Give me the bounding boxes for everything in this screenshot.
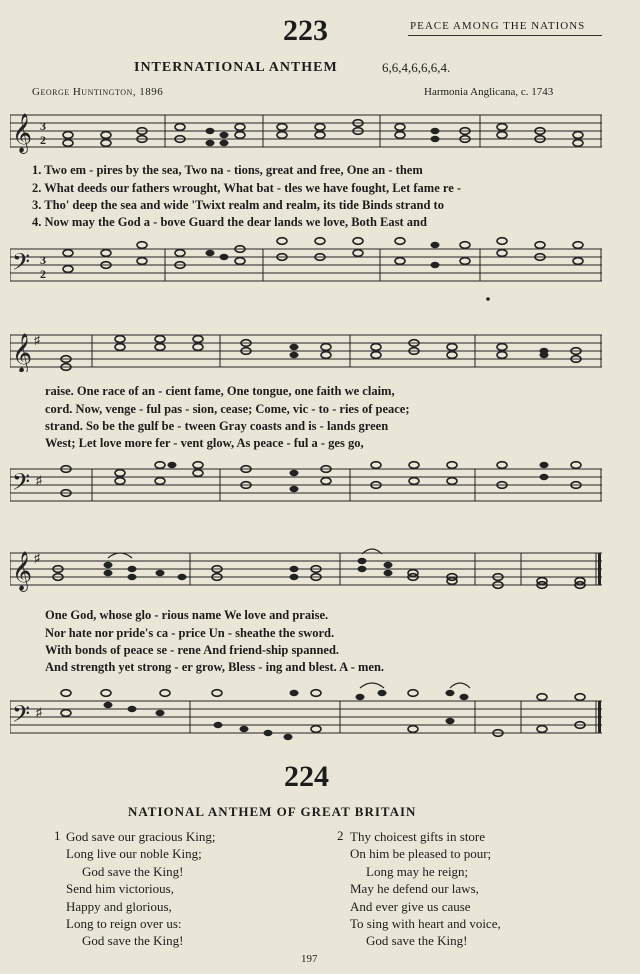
treble-staff-3	[10, 540, 602, 596]
treble-staff-1	[10, 110, 602, 160]
lyric-line: Nor hate nor pride's ca - price Un - sheathe the sword.	[45, 626, 335, 640]
verse-line: To sing with heart and voice,	[350, 916, 501, 932]
verse-line: God save the King!	[82, 933, 184, 949]
verse-line: And ever give us cause	[350, 898, 471, 914]
meter: 6,6,4,6,6,6,4.	[382, 60, 451, 75]
verse-line: Happy and glorious,	[66, 898, 172, 914]
svg-text:𝄢: 𝄢	[12, 470, 31, 501]
svg-text:♯: ♯	[34, 551, 40, 565]
page-number: 197	[301, 953, 318, 965]
svg-text:♯: ♯	[34, 333, 40, 347]
svg-text:𝄞: 𝄞	[12, 553, 33, 590]
lyric-line: West; Let love more fer - vent glow, As peace - ful a - ges go,	[45, 436, 364, 450]
verse-2	[350, 828, 501, 950]
section-title-underline	[408, 35, 602, 36]
verse-line: May he defend our laws,	[350, 881, 479, 897]
svg-text:3: 3	[40, 253, 46, 267]
lyric-line: And strength yet strong - er grow, Bless - ing and blest. A - men.	[45, 660, 385, 674]
section-title: PEACE AMONG THE NATIONS	[410, 20, 586, 32]
hymn-title-2: NATIONAL ANTHEM OF GREAT BRITAIN	[128, 804, 417, 819]
tune-title: INTERNATIONAL ANTHEM	[134, 60, 338, 75]
lyric-line: 2. What deeds our fathers wrought, What bat - tles we have fought, Let fame re -	[32, 181, 462, 195]
verse-line: Long may he reign;	[366, 863, 469, 879]
treble-staff-2	[10, 322, 602, 372]
author: George Huntington, 1896	[32, 86, 164, 98]
verse-1	[66, 828, 215, 950]
bass-staff-3	[10, 680, 602, 750]
lyric-line: strand. So be the gulf be - tween Gray coasts and is - lands green	[45, 419, 389, 433]
svg-text:3: 3	[40, 119, 46, 133]
hymn-number-2: 224	[284, 760, 329, 793]
verse-line: On him be pleased to pour;	[350, 846, 492, 862]
lyric-line: 3. Tho' deep the sea and wide 'Twixt realm and realm, its tide Binds strand to	[32, 198, 444, 212]
lyric-line: raise. One race of an - cient fame, One tongue, one faith we claim,	[45, 384, 395, 398]
svg-text:2: 2	[40, 267, 46, 281]
verse-line: God save the King!	[366, 933, 468, 949]
bass-staff-2	[10, 456, 602, 506]
svg-text:♯: ♯	[36, 705, 42, 719]
verse-line: Thy choicest gifts in store	[350, 829, 486, 844]
verse-line: Long live our noble King;	[66, 846, 202, 862]
lyric-line: cord. Now, venge - ful pas - sion, cease; Come, vic - to - ries of peace;	[45, 402, 410, 416]
verse-line: God save the King!	[82, 863, 184, 879]
composer: Harmonia Anglicana, c. 1743	[424, 86, 554, 98]
svg-text:𝄞: 𝄞	[12, 335, 33, 372]
svg-text:𝄞: 𝄞	[12, 115, 33, 152]
lyric-line: 1. Two em - pires by the sea, Two na - tions, great and free, One an - them	[32, 163, 423, 177]
svg-text:♯: ♯	[36, 473, 42, 487]
svg-text:𝄢: 𝄢	[12, 250, 31, 281]
svg-text:2: 2	[40, 133, 46, 147]
verse-line: Long to reign over us:	[66, 916, 182, 932]
verse-line: God save our gracious King;	[66, 829, 216, 844]
bass-staff-1	[10, 236, 602, 302]
lyric-line: With bonds of peace se - rene And friend-ship spanned.	[45, 643, 340, 657]
svg-text:𝄢: 𝄢	[12, 702, 31, 733]
lyric-line: One God, whose glo - rious name We love and praise.	[45, 608, 329, 622]
hymn-number: 223	[283, 14, 328, 47]
verse-line: Send him victorious,	[66, 881, 174, 897]
lyric-line: 4. Now may the God a - bove Guard the dear lands we love, Both East and	[32, 215, 427, 229]
verse-number-2: 2	[337, 828, 344, 843]
verse-number-1: 1	[54, 828, 61, 843]
